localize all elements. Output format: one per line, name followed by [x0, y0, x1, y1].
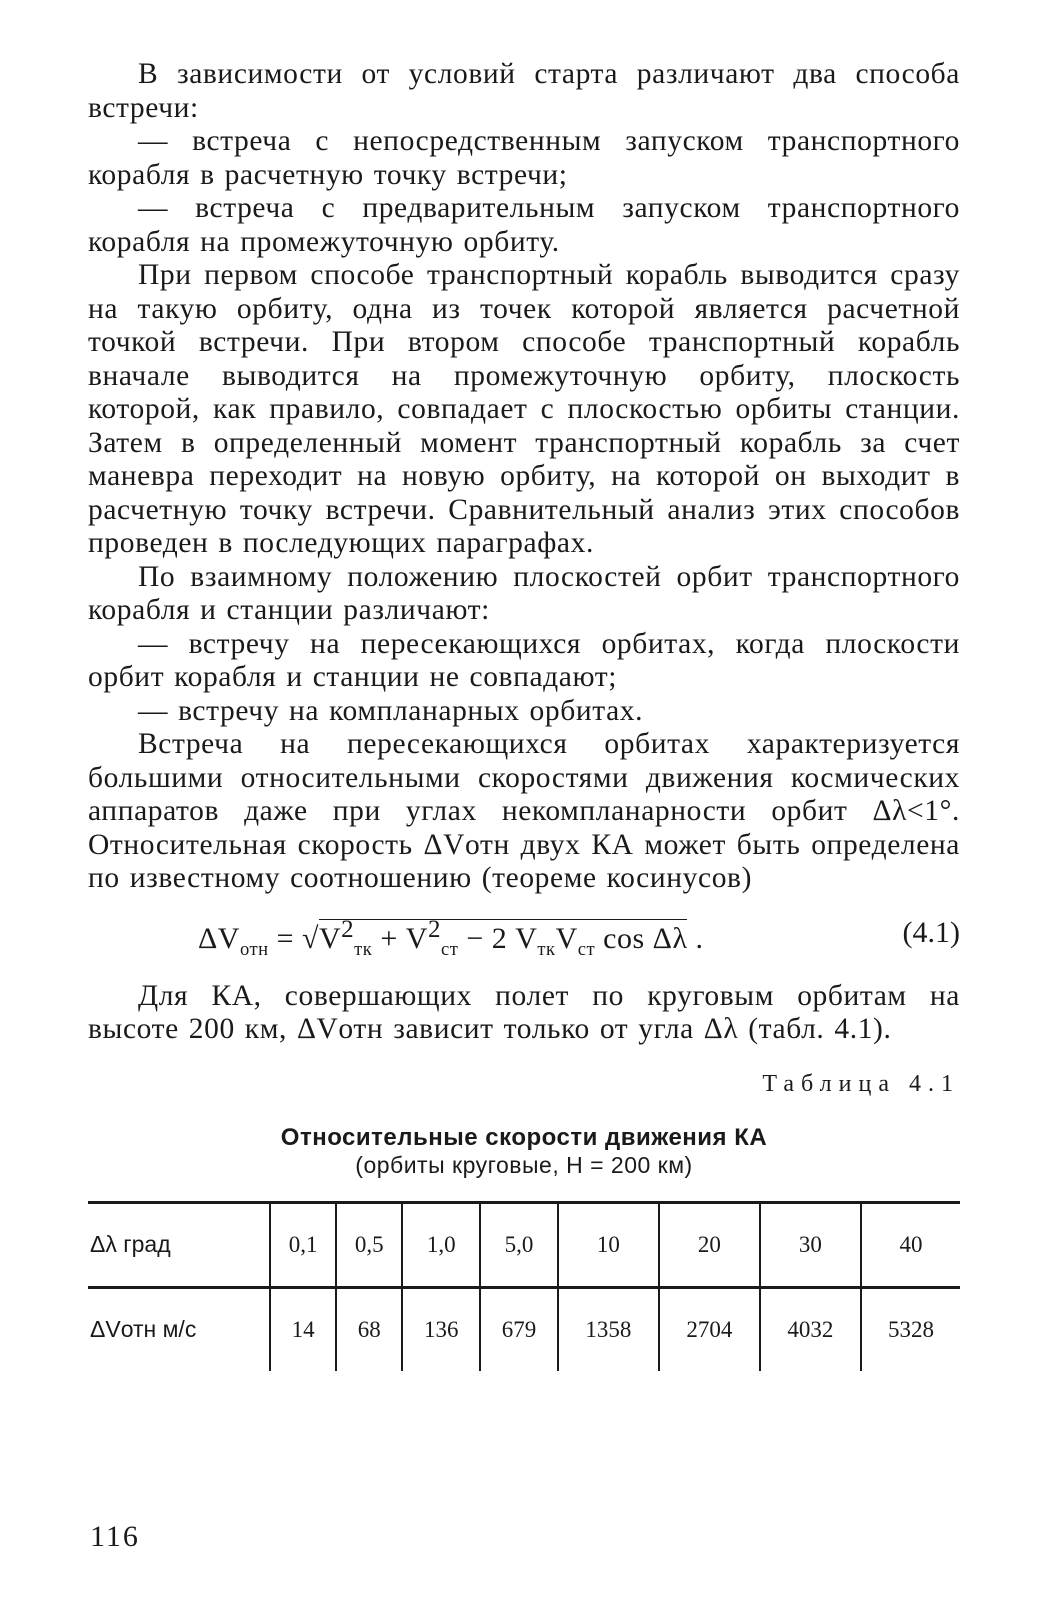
paragraph-7: — встречу на компланарных орбитах. [138, 694, 644, 727]
table-cell: 1358 [558, 1287, 659, 1371]
formula-number: (4.1) [902, 915, 960, 949]
paragraph-3: — встреча с предварительным запуском транспортного корабля на промежуточную орбиту. [88, 192, 960, 258]
table-cell: 14 [270, 1287, 336, 1371]
table-label: Таблица 4.1 [762, 1070, 960, 1097]
table-cell: 5,0 [480, 1202, 558, 1287]
table-cell: 68 [336, 1287, 402, 1371]
table-cell: 136 [402, 1287, 480, 1371]
radicand: $V^2_{тк} + V^2_{ст} - 2$ $V_{тк}V_{ст}$ cos Δλ [319, 915, 688, 960]
paragraph-8: Встреча на пересекающихся орбитах характеризуется большими относительными скоростями движения космических аппаратов даже при углах некомпланарности орбит Δλ<1°. Относительная скорость ΔVотн двух КА может быть определена по известному соотношению (теореме косинусов) [88, 728, 960, 894]
paragraph-1: В зависимости от условий старта различают два способа встречи: [88, 58, 960, 124]
paragraph-4: При первом способе транспортный корабль выводится сразу на такую орбиту, одна из точек которой является расчетной точкой встречи. При втором способе транспортный корабль вначале выводится на промежуточную орбиту, плоскость которой, как правило, совпадает с плоскостью орбиты станции. Затем в определенный момент транспортный корабль за счет маневра переходит на новую орбиту, на которой он выходит в расчетную точку встречи. Сравнительный анализ этих способов проведен в последующих параграфах. [88, 259, 960, 559]
formula-4-1 [88, 904, 960, 974]
table-title: Относительные скорости движения КА [280, 1123, 768, 1151]
row-header-velocity: ΔVотн м/с [90, 1316, 197, 1342]
table-cell: 5328 [861, 1287, 960, 1371]
table-cell: 30 [760, 1202, 861, 1287]
table-subtitle: (орбиты круговые, H = 200 км) [355, 1151, 693, 1178]
paragraph-after-formula: Для КА, совершающих полет по круговым орбитам на высоте 200 км, ΔVотн зависит только от угла Δλ (табл. 4.1). [88, 979, 960, 1045]
table-4-1 [88, 1201, 960, 1371]
table-cell: 10 [558, 1202, 659, 1287]
table-row-angle [88, 1202, 960, 1287]
table-cell: 0,5 [336, 1202, 402, 1287]
table-cell: 2704 [659, 1287, 760, 1371]
page-number: 116 [90, 1520, 140, 1553]
table-cell: 4032 [760, 1287, 861, 1371]
table-cell: 20 [659, 1202, 760, 1287]
table-cell: 679 [480, 1287, 558, 1371]
formula-expression: $\Delta V_{отн} = √V^2_{тк} + V^2_{ст} - 2$ $V_{тк}V_{ст}$ cos Δλ . [198, 915, 704, 960]
table-cell: 40 [861, 1202, 960, 1287]
paragraph-6: — встречу на пересекающихся орбитах, когда плоскости орбит корабля и станции не совпадают; [88, 627, 960, 693]
page-content [88, 58, 960, 1371]
table-cell: 0,1 [270, 1202, 336, 1287]
row-header-angle: Δλ град [88, 1202, 270, 1287]
paragraph-5: По взаимному положению плоскостей орбит транспортного корабля и станции различают: [88, 560, 960, 626]
table-cell: 1,0 [402, 1202, 480, 1287]
paragraph-2: — встреча с непосредственным запуском транспортного корабля в расчетную точку встречи; [88, 125, 960, 191]
table-row-velocity [88, 1287, 960, 1371]
